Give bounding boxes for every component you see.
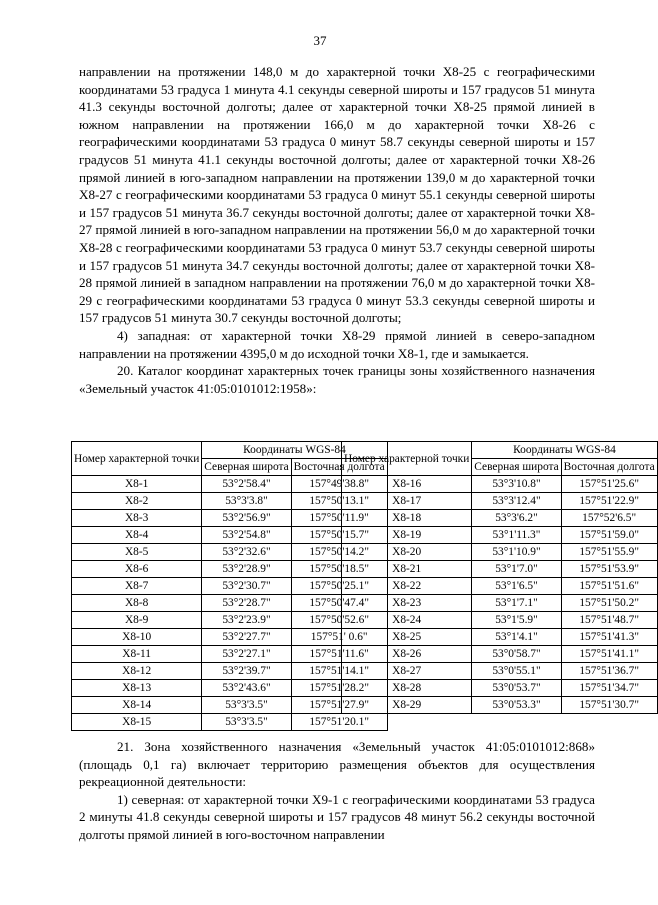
paragraph-west-boundary: 4) западная: от характерной точки Х8-29 прямой линией в северо-западном направлении на протяжении 4395,0 м до исходной точки Х8-1, где и замыкается. xyxy=(79,327,595,361)
header-lat: Северная широта xyxy=(472,459,561,476)
longitude-cell: 157°52'6.5" xyxy=(561,510,657,527)
table-row xyxy=(342,697,658,714)
header-coords: Координаты WGS-84 xyxy=(202,442,387,459)
longitude-cell: 157°51'11.6" xyxy=(291,646,387,663)
latitude-cell: 53°2'39.7" xyxy=(202,663,291,680)
longitude-cell: 157°51'41.3" xyxy=(561,629,657,646)
table-row xyxy=(342,476,658,493)
point-cell: Х8-13 xyxy=(72,680,202,697)
longitude-cell: 157°50'11.9" xyxy=(291,510,387,527)
longitude-cell: 157°51'20.1" xyxy=(291,714,387,731)
latitude-cell: 53°0'53.7" xyxy=(472,680,561,697)
table-row xyxy=(342,646,658,663)
longitude-cell: 157°51'14.1" xyxy=(291,663,387,680)
header-point: Номер характерной точки xyxy=(72,442,202,476)
table-row xyxy=(342,680,658,697)
latitude-cell: 53°2'30.7" xyxy=(202,578,291,595)
latitude-cell: 53°1'11.3" xyxy=(472,527,561,544)
longitude-cell: 157°50'14.2" xyxy=(291,544,387,561)
latitude-cell: 53°0'55.1" xyxy=(472,663,561,680)
latitude-cell: 53°1'10.9" xyxy=(472,544,561,561)
longitude-cell: 157°51'25.6" xyxy=(561,476,657,493)
point-cell: Х8-26 xyxy=(342,646,472,663)
longitude-cell: 157°51'55.9" xyxy=(561,544,657,561)
latitude-cell: 53°2'28.9" xyxy=(202,561,291,578)
header-lat: Северная широта xyxy=(202,459,291,476)
table-row xyxy=(72,663,388,680)
longitude-cell: 157°51'27.9" xyxy=(291,697,387,714)
table-row xyxy=(72,680,388,697)
longitude-cell: 157°50'25.1" xyxy=(291,578,387,595)
point-cell: Х8-11 xyxy=(72,646,202,663)
latitude-cell: 53°0'58.7" xyxy=(472,646,561,663)
longitude-cell: 157°51'51.6" xyxy=(561,578,657,595)
point-cell: Х8-16 xyxy=(342,476,472,493)
point-cell: Х8-21 xyxy=(342,561,472,578)
table-row xyxy=(342,544,658,561)
longitude-cell: 157°51'50.2" xyxy=(561,595,657,612)
point-cell: Х8-19 xyxy=(342,527,472,544)
point-cell: Х8-24 xyxy=(342,612,472,629)
point-cell: Х8-8 xyxy=(72,595,202,612)
point-cell: Х8-29 xyxy=(342,697,472,714)
table-row xyxy=(342,578,658,595)
longitude-cell: 157°50'18.5" xyxy=(291,561,387,578)
longitude-cell: 157°50'52.6" xyxy=(291,612,387,629)
longitude-cell: 157°51' 0.6" xyxy=(291,629,387,646)
table-row xyxy=(72,595,388,612)
point-cell: Х8-5 xyxy=(72,544,202,561)
latitude-cell: 53°1'7.1" xyxy=(472,595,561,612)
table-row xyxy=(72,646,388,663)
latitude-cell: 53°2'58.4" xyxy=(202,476,291,493)
table-row xyxy=(342,629,658,646)
point-cell: Х8-23 xyxy=(342,595,472,612)
latitude-cell: 53°2'27.7" xyxy=(202,629,291,646)
point-cell: Х8-20 xyxy=(342,544,472,561)
latitude-cell: 53°0'53.3" xyxy=(472,697,561,714)
table-row xyxy=(72,629,388,646)
paragraph-zone-21: 21. Зона хозяйственного назначения «Земельный участок 41:05:0101012:868» (площадь 0,1 га) включает территорию размещения объектов для осуществления рекреационной деятельности: xyxy=(79,739,595,790)
point-cell: Х8-17 xyxy=(342,493,472,510)
point-cell: Х8-15 xyxy=(72,714,202,731)
paragraph-boundary-description: направлении на протяжении 148,0 м до характерной точки Х8-25 с географическими координатами 53 градуса 1 минута 4.1 секунды северной широты и 157 градусов 51 минута 41.3 секунды восточной долготы; далее от характерной точки Х8-25 прямой линией в южном направлении на протяжении 166,0 м до характерной точки Х8-26 с географическими координатами 53 градуса 0 минут 58.7 секунды северной широты и 157 градусов 51 минута 41.1 секунды восточной долготы; далее от характерной точки Х8-26 прямой линией в юго-западном направлении на протяжении 139,0 м до характерной точки Х8-27 с географическими координатами 53 градуса 0 минут 55.1 секунды северной широты и 157 градусов 51 минута 36.7 секунды восточной долготы; далее от характерной точки Х8-27 прямой линией в юго-западном направлении на протяжении 56,0 м до характерной точки Х8-28 с географическими координатами 53 градуса 0 минут 53.7 секунды северной широты и 157 градусов 51 минута 34.7 секунды восточной долготы; далее от характерной точки Х8-28 прямой линией в западном направлении на протяжении 76,0 м до характерной точки Х8-29 с географическими координатами 53 градуса 0 минут 53.3 секунды северной широты и 157 градусов 51 минута 30.7 секунды восточной долготы; xyxy=(79,64,595,326)
table-row xyxy=(342,493,658,510)
point-cell: Х8-27 xyxy=(342,663,472,680)
table-row xyxy=(72,476,388,493)
table-row xyxy=(72,714,388,731)
table-row xyxy=(72,493,388,510)
table-row xyxy=(342,527,658,544)
table-row xyxy=(72,510,388,527)
latitude-cell: 53°2'28.7" xyxy=(202,595,291,612)
table-row xyxy=(342,595,658,612)
point-cell: Х8-28 xyxy=(342,680,472,697)
longitude-cell: 157°51'41.1" xyxy=(561,646,657,663)
latitude-cell: 53°1'5.9" xyxy=(472,612,561,629)
point-cell: Х8-1 xyxy=(72,476,202,493)
latitude-cell: 53°3'3.5" xyxy=(202,714,291,731)
longitude-cell: 157°49'38.8" xyxy=(291,476,387,493)
point-cell: Х8-9 xyxy=(72,612,202,629)
text-block-top xyxy=(79,63,595,397)
latitude-cell: 53°3'6.2" xyxy=(472,510,561,527)
point-cell: Х8-18 xyxy=(342,510,472,527)
point-cell: Х8-25 xyxy=(342,629,472,646)
coordinates-table-right xyxy=(341,441,658,714)
paragraph-catalog-20: 20. Каталог координат характерных точек границы зоны хозяйственного назначения «Земельный участок 41:05:0101012:1958»: xyxy=(79,363,595,396)
point-cell: Х8-10 xyxy=(72,629,202,646)
longitude-cell: 157°51'59.0" xyxy=(561,527,657,544)
latitude-cell: 53°3'12.4" xyxy=(472,493,561,510)
point-cell: Х8-3 xyxy=(72,510,202,527)
table-row xyxy=(342,612,658,629)
latitude-cell: 53°3'3.8" xyxy=(202,493,291,510)
paragraph-north-boundary: 1) северная: от характерной точки Х9-1 с географическими координатами 53 градуса 2 минуты 41.8 секунды северной широты и 157 градусов 48 минут 56.2 секунды восточной долготы прямой линией в юго-восточном направлении xyxy=(79,791,595,842)
point-cell: Х8-14 xyxy=(72,697,202,714)
table-row xyxy=(342,561,658,578)
table-row xyxy=(72,578,388,595)
point-cell: Х8-12 xyxy=(72,663,202,680)
latitude-cell: 53°1'7.0" xyxy=(472,561,561,578)
point-cell: Х8-7 xyxy=(72,578,202,595)
header-lon: Восточная долгота xyxy=(291,459,387,476)
table-row xyxy=(342,663,658,680)
latitude-cell: 53°2'32.6" xyxy=(202,544,291,561)
point-cell: Х8-22 xyxy=(342,578,472,595)
table-row xyxy=(72,612,388,629)
longitude-cell: 157°51'48.7" xyxy=(561,612,657,629)
header-point: Номер характерной точки xyxy=(342,442,472,476)
latitude-cell: 53°3'10.8" xyxy=(472,476,561,493)
longitude-cell: 157°51'34.7" xyxy=(561,680,657,697)
longitude-cell: 157°50'47.4" xyxy=(291,595,387,612)
longitude-cell: 157°50'15.7" xyxy=(291,527,387,544)
latitude-cell: 53°2'27.1" xyxy=(202,646,291,663)
longitude-cell: 157°51'53.9" xyxy=(561,561,657,578)
longitude-cell: 157°51'36.7" xyxy=(561,663,657,680)
page-number: 37 xyxy=(313,33,327,48)
table-row xyxy=(72,527,388,544)
point-cell: Х8-6 xyxy=(72,561,202,578)
longitude-cell: 157°50'13.1" xyxy=(291,493,387,510)
table-row xyxy=(72,561,388,578)
point-cell: Х8-4 xyxy=(72,527,202,544)
latitude-cell: 53°2'43.6" xyxy=(202,680,291,697)
table-row xyxy=(72,544,388,561)
latitude-cell: 53°3'3.5" xyxy=(202,697,291,714)
latitude-cell: 53°2'23.9" xyxy=(202,612,291,629)
latitude-cell: 53°1'4.1" xyxy=(472,629,561,646)
longitude-cell: 157°51'22.9" xyxy=(561,493,657,510)
longitude-cell: 157°51'28.2" xyxy=(291,680,387,697)
text-block-bottom xyxy=(79,738,595,844)
table-row xyxy=(342,510,658,527)
point-cell: Х8-2 xyxy=(72,493,202,510)
latitude-cell: 53°2'54.8" xyxy=(202,527,291,544)
longitude-cell: 157°51'30.7" xyxy=(561,697,657,714)
header-coords: Координаты WGS-84 xyxy=(472,442,657,459)
table-row xyxy=(72,697,388,714)
latitude-cell: 53°2'56.9" xyxy=(202,510,291,527)
header-lon: Восточная долгота xyxy=(561,459,657,476)
latitude-cell: 53°1'6.5" xyxy=(472,578,561,595)
